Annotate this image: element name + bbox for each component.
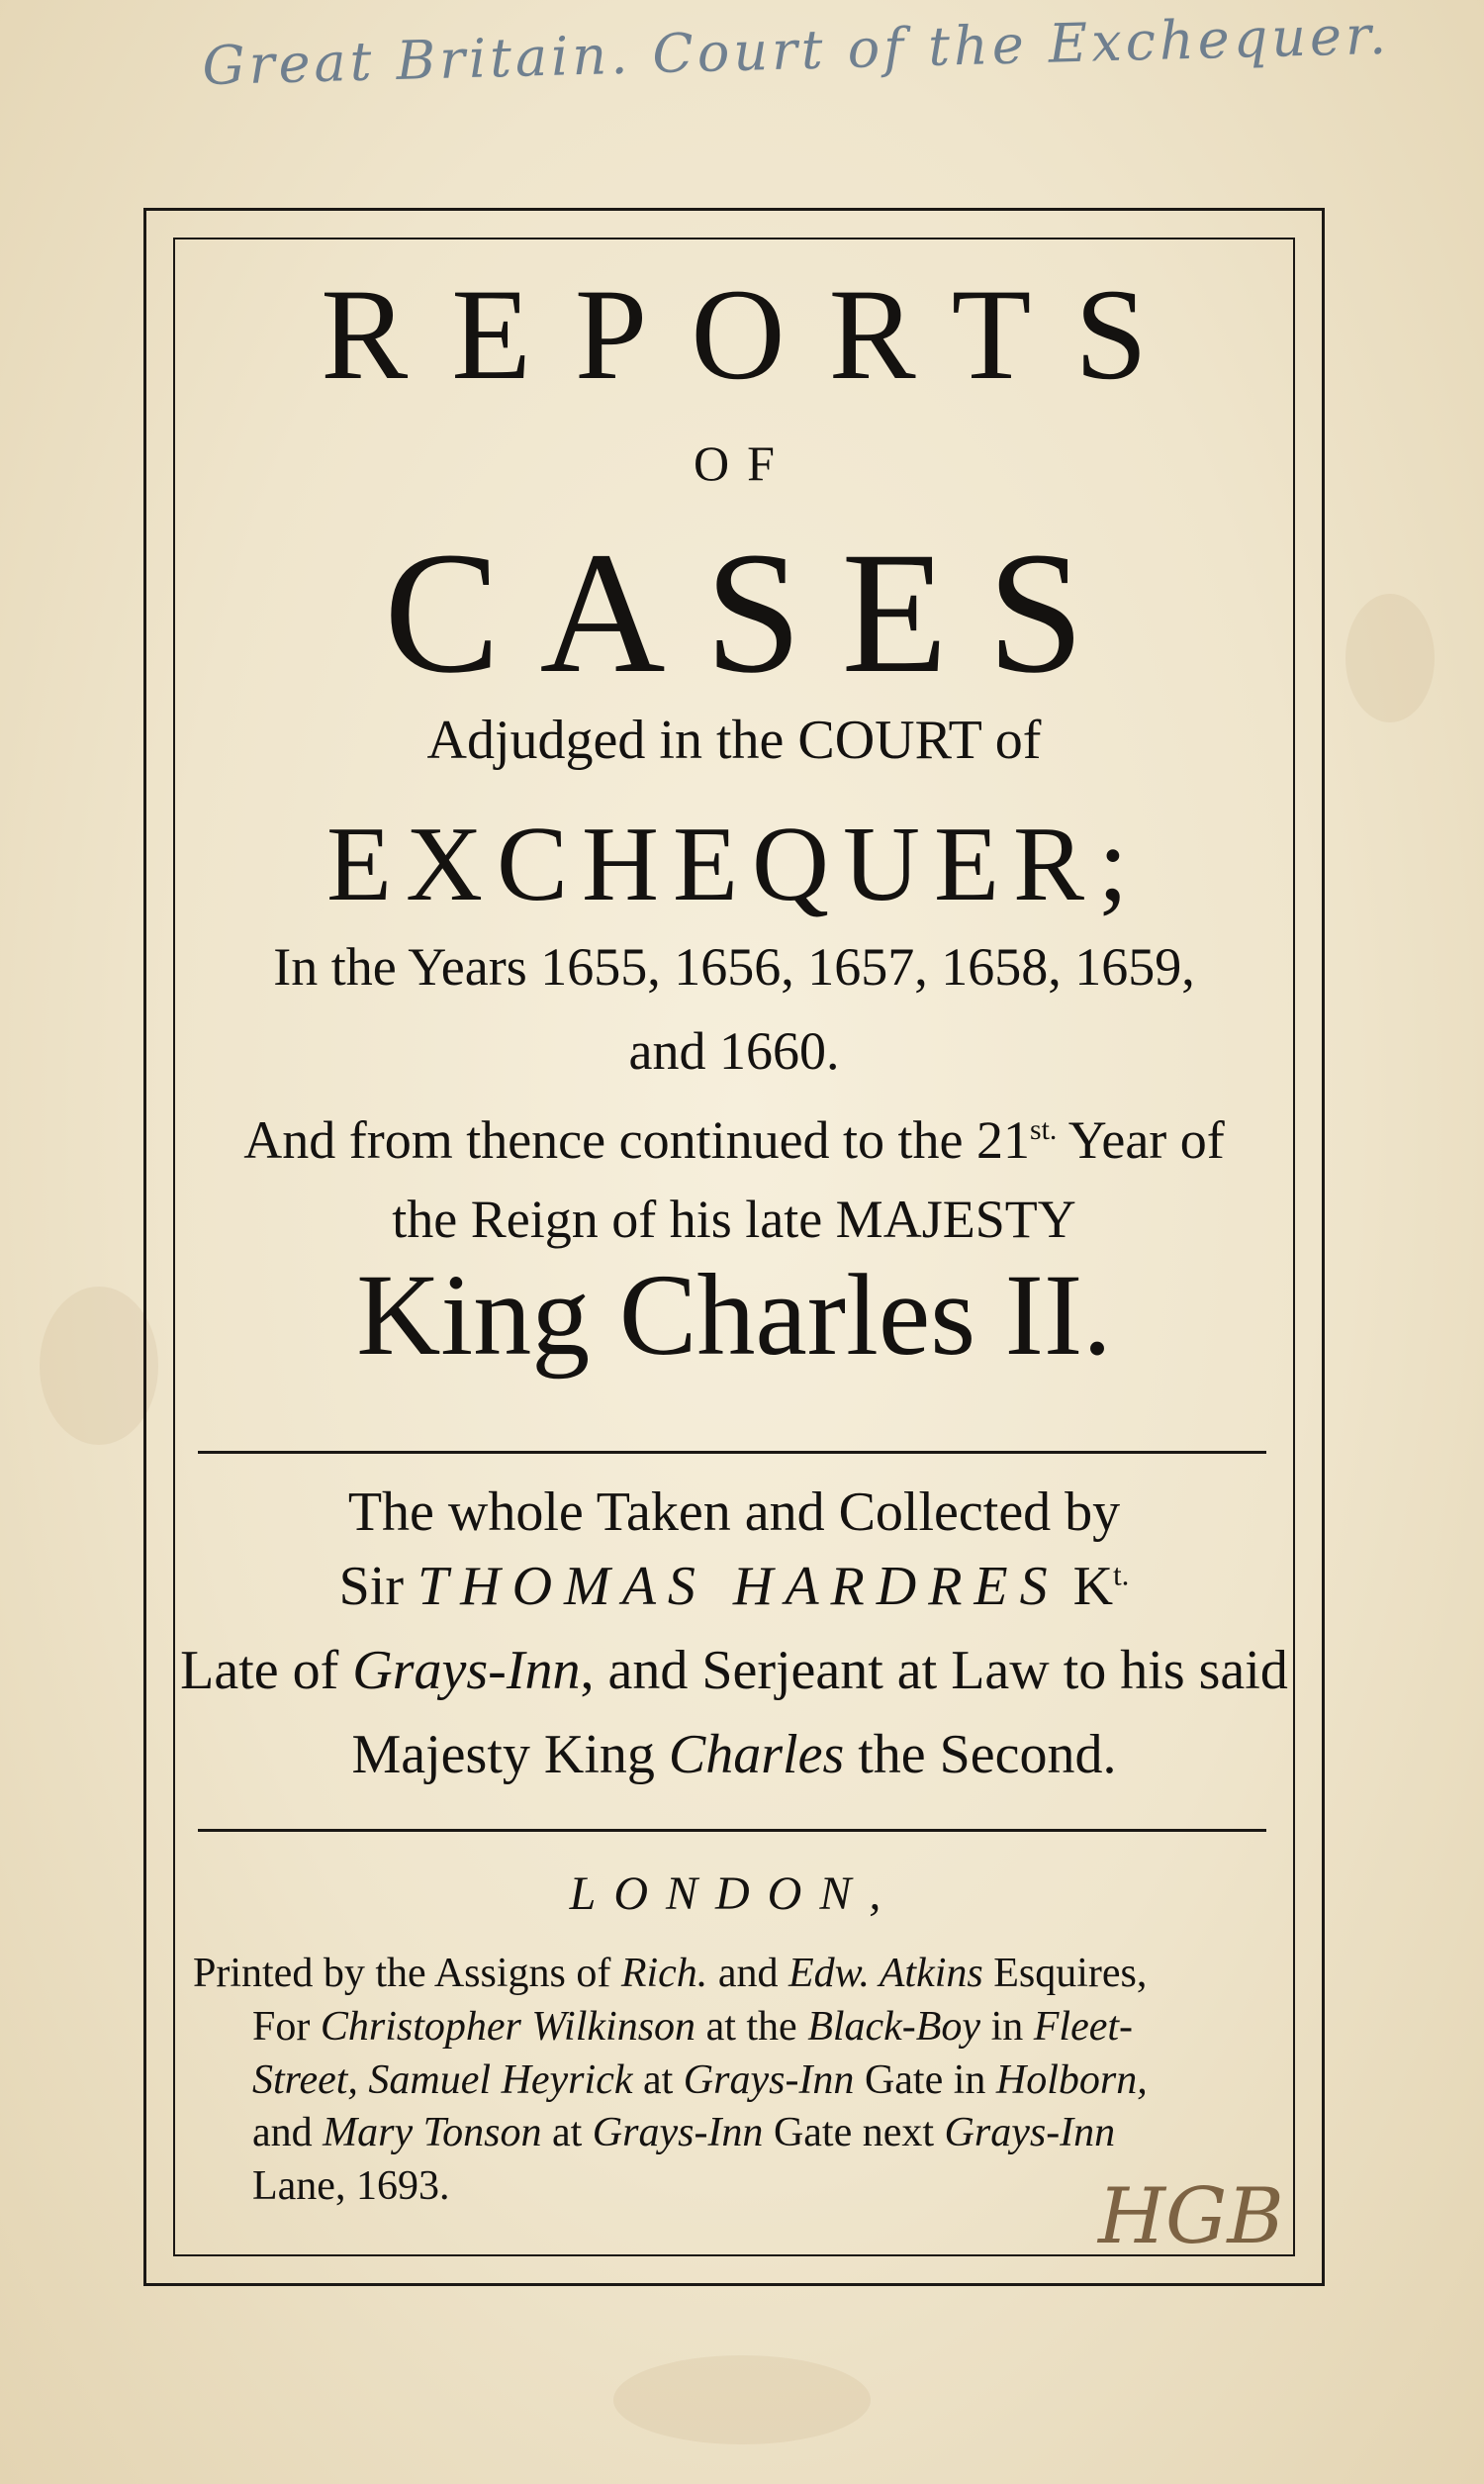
subtitle-years: In the Years 1655, 1656, 1657, 1658, 1659, [273, 937, 1195, 997]
imprint-city: LONDON, [569, 1867, 899, 1920]
author-name: THOMAS HARDRES [417, 1556, 1060, 1617]
horizontal-rule [198, 1829, 1266, 1832]
imprint-italic: Fleet- [1033, 2003, 1134, 2050]
title-reports: REPORTS [321, 261, 1191, 407]
majesty-charles: Charles [668, 1724, 845, 1785]
knight-suffix: t. [1113, 1558, 1130, 1592]
author-majesty [173, 1724, 1295, 1785]
imprint-text: Gate next [763, 2110, 945, 2156]
imprint-text: and [707, 1951, 788, 1996]
continued-text: And from thence continued to the 21 [243, 1110, 1031, 1170]
imprint-line-1 [193, 1948, 1291, 2001]
imprint-text: in [980, 2003, 1034, 2050]
imprint-text: For [252, 2003, 321, 2050]
imprint-line-3 [193, 2054, 1291, 2108]
imprint-line-4 [193, 2107, 1291, 2160]
imprint-italic: Black-Boy [807, 2003, 981, 2050]
continued-text-end: Year of [1057, 1110, 1225, 1170]
imprint-text: at [541, 2110, 593, 2156]
affiliation-inn: Grays-Inn [352, 1640, 581, 1701]
imprint-italic: Grays-Inn [944, 2110, 1116, 2156]
handwritten-catalog-note: Great Britain. Court of the Exchequer. [201, 3, 1391, 98]
imprint-italic: Mary Tonson [323, 2110, 542, 2156]
ordinal-suffix: st. [1030, 1114, 1058, 1146]
imprint-text: Esquires, [982, 1951, 1148, 1996]
imprint-line-2 [193, 2001, 1291, 2054]
imprint-italic: Street, [252, 2056, 358, 2103]
imprint-text: at the [696, 2003, 808, 2050]
affiliation-text-end: , and Serjeant at Law to his said [580, 1640, 1288, 1701]
horizontal-rule [198, 1451, 1266, 1454]
imprint-italic: Grays-Inn [592, 2110, 764, 2156]
imprint-italic: Grays-Inn [683, 2056, 855, 2103]
subtitle-adjudged: Adjudged in the COURT of [426, 710, 1042, 771]
subtitle-continued [173, 1110, 1295, 1170]
majesty-text-end: the Second. [844, 1724, 1117, 1785]
imprint-text: and [252, 2110, 324, 2156]
majesty-text: Majesty King [351, 1724, 669, 1785]
imprint-italic: Rich. [620, 1951, 708, 1996]
subtitle-years-end: and 1660. [628, 1021, 840, 1081]
imprint-line-5: Lane, 1693. [252, 2163, 450, 2209]
author-affiliation [173, 1640, 1295, 1701]
title-king-charles: King Charles II. [356, 1250, 1112, 1380]
paper-stain [40, 1287, 158, 1445]
subtitle-reign: the Reign of his late MAJESTY [392, 1190, 1076, 1249]
imprint-text: Printed by the Assigns of [193, 1951, 621, 1996]
handwritten-monogram: HGB [1098, 2172, 1284, 2261]
author-knight: K [1059, 1556, 1114, 1617]
imprint-italic: Christopher Wilkinson [320, 2003, 696, 2050]
imprint-italic: Edw. Atkins [788, 1951, 983, 1996]
paper-stain [613, 2355, 871, 2444]
imprint-italic: Holborn, [995, 2056, 1148, 2103]
imprint-italic: Samuel Heyrick [357, 2056, 633, 2103]
author-intro: The whole Taken and Collected by [347, 1481, 1121, 1543]
affiliation-text: Late of [180, 1640, 353, 1701]
author-name-line [173, 1556, 1295, 1617]
title-exchequer: EXCHEQUER; [326, 806, 1142, 923]
paper-stain [1345, 594, 1435, 722]
imprint-text: at [632, 2056, 684, 2103]
title-cases: CASES [384, 517, 1124, 710]
author-title: Sir [338, 1556, 418, 1617]
title-of: OF [694, 435, 792, 491]
imprint-text: Gate in [854, 2056, 996, 2103]
